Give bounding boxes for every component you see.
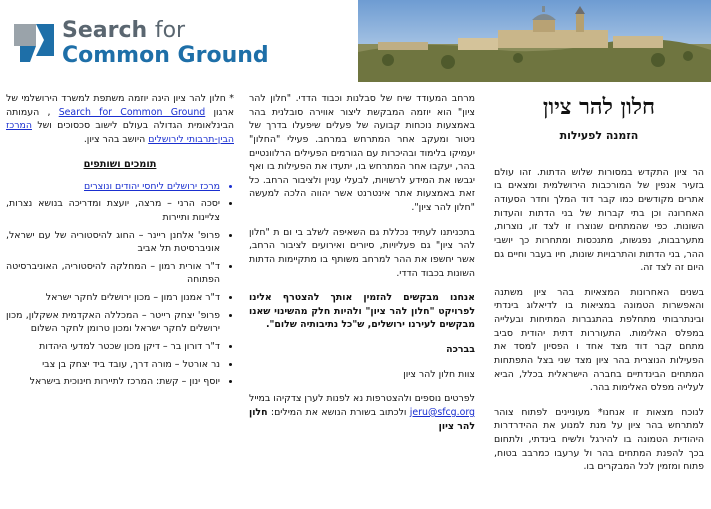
logo-text-line2: Common Ground: [62, 43, 269, 68]
footnote-paragraph: [6, 92, 234, 147]
middle-paragraph-1: מרחב המעודד שיח של סבלנות וכבוד הדדי. "חלון להר ציון" הוא יוזמה המבקשת ליצור אווירה סובלנית בהר באמצעות נוכחות קבועה של פעלים שיפעלו בדרך של ניטור ומעקב אחר המתרחש במרחב. פעילי "החלון" יעמיקו בלימוד ובהיכרות עם הגורמים הפעילים הרלוונטיים בהר, יעקבו אחר המתרחש בו, יתעדו את הפעילות בו ואף יגבשו את המידע לרשויות, לבעלי עניין ולציבור הרחב. כל זאת באמצעות אתר אינטרנט אשר יהווה הלכה למעשה "חלון להר ציון".: [249, 93, 475, 213]
page-title: חלון להר ציון: [542, 94, 656, 120]
partner-item-0[interactable]: • מרכז ירושלים ליחסי יהודים ונוצרים: [6, 180, 220, 194]
partner-item: • ד"ר אמנון רמון – מכון ירושלים לחקר ישראל: [6, 291, 220, 305]
logo-text-line1: Search for: [62, 18, 186, 43]
page-subtitle: הזמנה לפעילות: [559, 128, 639, 142]
mount-zion-photo: [358, 0, 711, 82]
search-for-common-ground-logo: [6, 6, 269, 72]
contact-rest: ולכתוב בשורת הנושא את המילים:: [270, 406, 407, 418]
partner-item: • יוסף ינון – קשת: המרכז לתיירות חינוכית בישראל: [6, 375, 220, 389]
contact-paragraph: [249, 392, 475, 433]
right-column: [494, 92, 704, 485]
left-column: [6, 92, 234, 393]
logo-mark-icon: [14, 18, 54, 62]
regards-line: בברכה: [446, 344, 475, 355]
contact-email-link[interactable]: jeru@sfcg.org: [409, 406, 475, 418]
right-paragraph-3: לנוכח מצאות זו אנחנו* מעוניינים לפתוח צוהר למתרחש בהר ציון על מנת למנוע את ההידרדרות היהודית הטמונה בו להירגל ולשיח בינדתי, ולתחום בכך להפנת המתחים בהר ול ערעבו כמרבב בטוח, פתוח ומזמין לכל המבקרים בו.: [494, 406, 704, 473]
footnote-suffix: היושב בהר ציון.: [83, 133, 146, 145]
partner-item: • ד"ר אורית רמון – המחלקה להיסטוריה, האוניברסיטה הפתוחה: [6, 260, 220, 287]
partner-item: • נר אורטל – מורה דרך, עובד ביד יצחק בן צבי: [6, 358, 220, 372]
right-paragraph-2: בשנים האחרונות המצאיות בהר ציון משתנה והאפשרות הטמונה במציאות בו לדיאלוג בינדתי ובינתרבותי מתחלפת בהתגברות המתיחות ובעלייה במפלס האלימות. התעוררות דתית יהודית סביב מתחם קבר דוד מצד אחד ו הפסיון למסד את הפעילות הנוצרית בהר ציון מצד שני בצל התפתחות המתחים הבינדתיים בחברה הישראלית בכלל, הביא לעלייה מפלס האלימות בהר.: [494, 286, 704, 394]
intercultural-center-link[interactable]: המרכז הבין-תרבותי לירושלים: [6, 120, 234, 145]
footnote-mid: , העמותה הבינלאומית הגדולה בעולם לישוב סכסוכים ושל: [6, 106, 234, 132]
partners-list: [6, 180, 234, 389]
partner-item: • פרופ' אלחנן ריינר – החוג להיסטוריה של עם ישראל, אוניברסיטת תל אביב: [6, 229, 220, 256]
sfcg-link[interactable]: Search for Common Ground: [58, 106, 206, 118]
partners-heading: תומכים ושותפים: [83, 158, 157, 170]
middle-column: [249, 92, 475, 444]
partner-item: • פרופ' יצחק רייטר – המכללה האקדמית אשקלון, מכון ירושלים לחקר ישראל ומכון טרומן לחקר השלום: [6, 309, 220, 336]
invitation-paragraph: אנחנו מבקשים להזמין אותך להצטרף אלינו לפרויקט "חלון להר ציון" ולהיות חלק מהשינוי שאנו מבקשים לעירנו ירושלים, ש"כל נתיבותיה שלום".: [249, 292, 475, 331]
right-paragraph-1: הר ציון התקדש במסורות שלוש הדתות. זהו עולם בזעיר אנפין של המורכבות הירושלמית ומצאים בו אתרים מקודשים כמו קבר דוד המלך וחדר הסעודה האחרונה וכן בתי קברות של בני הדתות והעדות השונות. כפי שהמתחים שנוצרו זו לצד זו, נוצרות, מתערבבות, נפגשות, מתנכסות ומתחרות כך יושבי ההר, בני הדתות והתרבויות שונות, חיו בעבר וחיים גם היום זה לצד זה.: [494, 166, 704, 274]
footnote-prefix: * חלון להר ציון הינה יוזמה משתפת למשרד הירושלמי של ארגון: [6, 93, 235, 118]
contact-text: לפרטים נוספים ולהצטרפות נא לפנות לערן צדקיהו במייל: [249, 393, 475, 405]
partner-item: • ד"ר דורון בר – דיקן מכון שכטר למדעי היהדות: [6, 340, 220, 354]
team-signature: צוות חלון להר ציון: [403, 368, 475, 380]
middle-paragraph-2: בתכניתנו לעתיד נכללת גם השאיפה לשלב בי ום ת "חלון להר ציון" גם פעליויות, סיורים ואירועים לציבור הרחב, אשר יחשפו את ההר למרחב משותף בו מתקיימות הדתות השונות בכבוד הדדי.: [249, 226, 475, 279]
partner-item: • יסכה הרני – מרצה, יועצת ומדריכה בנושא נצרות, צליינות ותיירות: [6, 197, 220, 224]
contact-subject: חלון להר ציון: [249, 406, 475, 432]
